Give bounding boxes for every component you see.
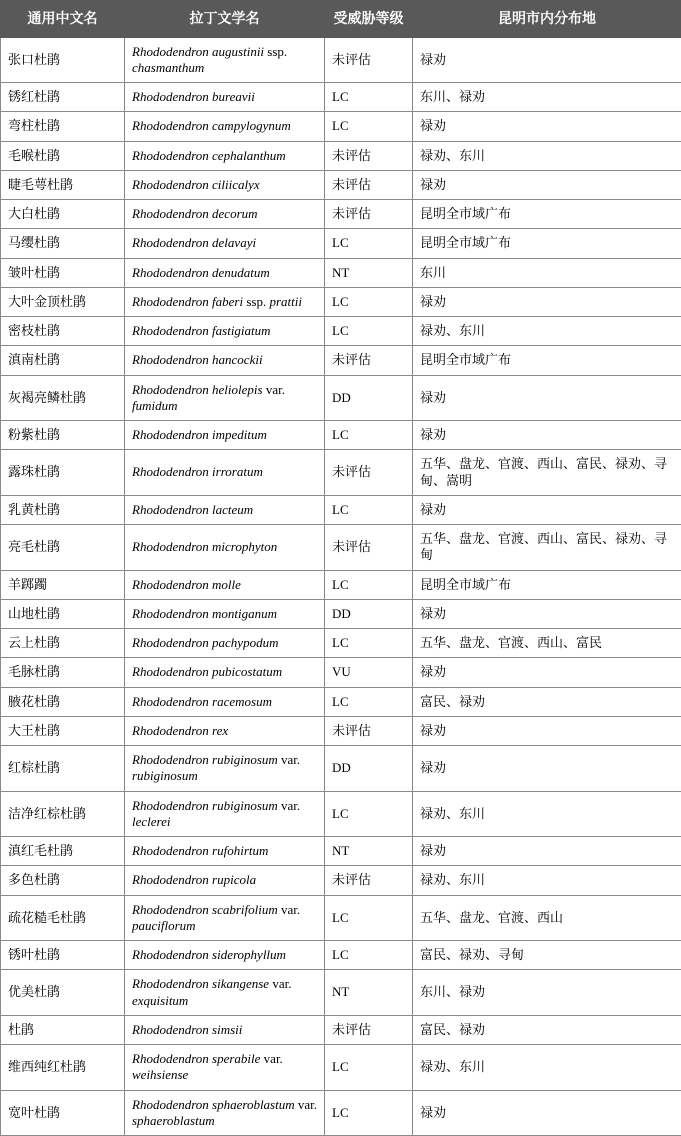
cell-chinese-name: 毛喉杜鹃 bbox=[1, 141, 125, 170]
table-row bbox=[1, 346, 681, 375]
table-row bbox=[1, 258, 681, 287]
cell-threat-level: 未评估 bbox=[325, 525, 413, 571]
cell-threat-level: LC bbox=[325, 112, 413, 141]
cell-chinese-name: 毛脉杜鹃 bbox=[1, 658, 125, 687]
cell-distribution: 禄劝、东川 bbox=[413, 791, 681, 837]
table-row bbox=[1, 970, 681, 1016]
table-row bbox=[1, 687, 681, 716]
cell-distribution: 禄劝 bbox=[413, 1090, 681, 1136]
cell-distribution: 禄劝 bbox=[413, 837, 681, 866]
cell-threat-level: LC bbox=[325, 629, 413, 658]
table-row bbox=[1, 37, 681, 83]
table-row bbox=[1, 112, 681, 141]
cell-latin-name: Rhododendron irroratum bbox=[125, 450, 325, 496]
table-row bbox=[1, 495, 681, 524]
table-row bbox=[1, 837, 681, 866]
table-row bbox=[1, 1090, 681, 1136]
table-row bbox=[1, 658, 681, 687]
cell-latin-name: Rhododendron sperabile var. weihsiense bbox=[125, 1045, 325, 1091]
cell-chinese-name: 亮毛杜鹃 bbox=[1, 525, 125, 571]
cell-threat-level: LC bbox=[325, 83, 413, 112]
table-row bbox=[1, 170, 681, 199]
table-body bbox=[1, 37, 681, 1136]
column-header-chinese-name: 通用中文名 bbox=[1, 1, 125, 38]
cell-distribution: 五华、盘龙、官渡、西山、富民、禄劝、寻甸 bbox=[413, 525, 681, 571]
column-header-latin-name: 拉丁文学名 bbox=[125, 1, 325, 38]
cell-latin-name: Rhododendron scabrifolium var. pauciflorum bbox=[125, 895, 325, 941]
cell-latin-name: Rhododendron sikangense var. exquisitum bbox=[125, 970, 325, 1016]
table-row bbox=[1, 791, 681, 837]
table-row bbox=[1, 421, 681, 450]
table-header bbox=[1, 1, 681, 38]
cell-threat-level: 未评估 bbox=[325, 170, 413, 199]
cell-distribution: 禄劝 bbox=[413, 375, 681, 421]
cell-chinese-name: 弯柱杜鹃 bbox=[1, 112, 125, 141]
cell-distribution: 昆明全市域广布 bbox=[413, 229, 681, 258]
table-row bbox=[1, 895, 681, 941]
table-row bbox=[1, 200, 681, 229]
cell-threat-level: LC bbox=[325, 229, 413, 258]
cell-threat-level: 未评估 bbox=[325, 1015, 413, 1044]
cell-latin-name: Rhododendron campylogynum bbox=[125, 112, 325, 141]
cell-threat-level: 未评估 bbox=[325, 716, 413, 745]
cell-distribution: 昆明全市域广布 bbox=[413, 346, 681, 375]
cell-threat-level: 未评估 bbox=[325, 450, 413, 496]
cell-threat-level: DD bbox=[325, 746, 413, 792]
cell-chinese-name: 多色杜鹃 bbox=[1, 866, 125, 895]
cell-chinese-name: 维西纯红杜鹃 bbox=[1, 1045, 125, 1091]
cell-chinese-name: 杜鹃 bbox=[1, 1015, 125, 1044]
cell-chinese-name: 睫毛萼杜鹃 bbox=[1, 170, 125, 199]
table-row bbox=[1, 941, 681, 970]
cell-distribution: 昆明全市域广布 bbox=[413, 200, 681, 229]
cell-latin-name: Rhododendron pachypodum bbox=[125, 629, 325, 658]
table-row bbox=[1, 599, 681, 628]
cell-latin-name: Rhododendron lacteum bbox=[125, 495, 325, 524]
cell-latin-name: Rhododendron racemosum bbox=[125, 687, 325, 716]
cell-latin-name: Rhododendron rubiginosum var. leclerei bbox=[125, 791, 325, 837]
cell-distribution: 禄劝、东川 bbox=[413, 317, 681, 346]
cell-threat-level: LC bbox=[325, 421, 413, 450]
cell-threat-level: LC bbox=[325, 570, 413, 599]
cell-distribution: 禄劝、东川 bbox=[413, 866, 681, 895]
cell-threat-level: LC bbox=[325, 495, 413, 524]
cell-chinese-name: 大叶金顶杜鹃 bbox=[1, 287, 125, 316]
table-row bbox=[1, 866, 681, 895]
cell-latin-name: Rhododendron pubicostatum bbox=[125, 658, 325, 687]
cell-distribution: 禄劝 bbox=[413, 746, 681, 792]
cell-chinese-name: 宽叶杜鹃 bbox=[1, 1090, 125, 1136]
cell-distribution: 禄劝、东川 bbox=[413, 1045, 681, 1091]
table-row bbox=[1, 629, 681, 658]
cell-latin-name: Rhododendron simsii bbox=[125, 1015, 325, 1044]
cell-threat-level: DD bbox=[325, 599, 413, 628]
table-row bbox=[1, 375, 681, 421]
cell-chinese-name: 洁净红棕杜鹃 bbox=[1, 791, 125, 837]
cell-chinese-name: 马缨杜鹃 bbox=[1, 229, 125, 258]
table-row bbox=[1, 317, 681, 346]
cell-latin-name: Rhododendron hancockii bbox=[125, 346, 325, 375]
cell-chinese-name: 露珠杜鹃 bbox=[1, 450, 125, 496]
cell-latin-name: Rhododendron sphaeroblastum var. sphaeroblastum bbox=[125, 1090, 325, 1136]
cell-threat-level: LC bbox=[325, 791, 413, 837]
cell-threat-level: NT bbox=[325, 970, 413, 1016]
cell-chinese-name: 粉紫杜鹃 bbox=[1, 421, 125, 450]
table-header-row bbox=[1, 1, 681, 38]
cell-latin-name: Rhododendron faberi ssp. prattii bbox=[125, 287, 325, 316]
cell-distribution: 富民、禄劝 bbox=[413, 1015, 681, 1044]
cell-distribution: 禄劝 bbox=[413, 495, 681, 524]
cell-distribution: 禄劝 bbox=[413, 37, 681, 83]
cell-distribution: 富民、禄劝 bbox=[413, 687, 681, 716]
cell-distribution: 禄劝 bbox=[413, 658, 681, 687]
table-row bbox=[1, 287, 681, 316]
cell-distribution: 禄劝 bbox=[413, 421, 681, 450]
cell-distribution: 东川 bbox=[413, 258, 681, 287]
cell-latin-name: Rhododendron siderophyllum bbox=[125, 941, 325, 970]
cell-chinese-name: 锈叶杜鹃 bbox=[1, 941, 125, 970]
cell-threat-level: LC bbox=[325, 317, 413, 346]
cell-latin-name: Rhododendron rex bbox=[125, 716, 325, 745]
cell-distribution: 东川、禄劝 bbox=[413, 83, 681, 112]
cell-threat-level: NT bbox=[325, 258, 413, 287]
cell-distribution: 五华、盘龙、官渡、西山、富民、禄劝、寻甸、嵩明 bbox=[413, 450, 681, 496]
cell-chinese-name: 红棕杜鹃 bbox=[1, 746, 125, 792]
cell-chinese-name: 山地杜鹃 bbox=[1, 599, 125, 628]
table-row bbox=[1, 1015, 681, 1044]
cell-threat-level: LC bbox=[325, 895, 413, 941]
cell-distribution: 东川、禄劝 bbox=[413, 970, 681, 1016]
cell-chinese-name: 大白杜鹃 bbox=[1, 200, 125, 229]
cell-distribution: 五华、盘龙、官渡、西山 bbox=[413, 895, 681, 941]
cell-distribution: 五华、盘龙、官渡、西山、富民 bbox=[413, 629, 681, 658]
cell-latin-name: Rhododendron augustinii ssp. chasmanthum bbox=[125, 37, 325, 83]
cell-latin-name: Rhododendron montiganum bbox=[125, 599, 325, 628]
cell-threat-level: 未评估 bbox=[325, 866, 413, 895]
cell-latin-name: Rhododendron delavayi bbox=[125, 229, 325, 258]
cell-chinese-name: 锈红杜鹃 bbox=[1, 83, 125, 112]
cell-chinese-name: 羊踯躅 bbox=[1, 570, 125, 599]
cell-chinese-name: 云上杜鹃 bbox=[1, 629, 125, 658]
cell-distribution: 昆明全市域广布 bbox=[413, 570, 681, 599]
table-row bbox=[1, 525, 681, 571]
cell-distribution: 富民、禄劝、寻甸 bbox=[413, 941, 681, 970]
cell-latin-name: Rhododendron microphyton bbox=[125, 525, 325, 571]
cell-latin-name: Rhododendron decorum bbox=[125, 200, 325, 229]
table-row bbox=[1, 229, 681, 258]
column-header-distribution: 昆明市内分布地 bbox=[413, 1, 681, 38]
cell-threat-level: LC bbox=[325, 1045, 413, 1091]
table-row bbox=[1, 83, 681, 112]
cell-chinese-name: 优美杜鹃 bbox=[1, 970, 125, 1016]
cell-latin-name: Rhododendron bureavii bbox=[125, 83, 325, 112]
cell-threat-level: 未评估 bbox=[325, 200, 413, 229]
cell-latin-name: Rhododendron rufohirtum bbox=[125, 837, 325, 866]
cell-threat-level: NT bbox=[325, 837, 413, 866]
cell-threat-level: 未评估 bbox=[325, 346, 413, 375]
cell-latin-name: Rhododendron impeditum bbox=[125, 421, 325, 450]
cell-distribution: 禄劝、东川 bbox=[413, 141, 681, 170]
cell-chinese-name: 大王杜鹃 bbox=[1, 716, 125, 745]
cell-chinese-name: 滇红毛杜鹃 bbox=[1, 837, 125, 866]
cell-latin-name: Rhododendron denudatum bbox=[125, 258, 325, 287]
cell-threat-level: LC bbox=[325, 287, 413, 316]
cell-latin-name: Rhododendron ciliicalyx bbox=[125, 170, 325, 199]
cell-latin-name: Rhododendron heliolepis var. fumidum bbox=[125, 375, 325, 421]
cell-distribution: 禄劝 bbox=[413, 170, 681, 199]
cell-threat-level: LC bbox=[325, 687, 413, 716]
table-row bbox=[1, 450, 681, 496]
cell-chinese-name: 滇南杜鹃 bbox=[1, 346, 125, 375]
cell-threat-level: 未评估 bbox=[325, 141, 413, 170]
cell-chinese-name: 疏花糙毛杜鹃 bbox=[1, 895, 125, 941]
table-row bbox=[1, 746, 681, 792]
cell-chinese-name: 皱叶杜鹃 bbox=[1, 258, 125, 287]
cell-latin-name: Rhododendron fastigiatum bbox=[125, 317, 325, 346]
cell-distribution: 禄劝 bbox=[413, 599, 681, 628]
cell-chinese-name: 腋花杜鹃 bbox=[1, 687, 125, 716]
cell-distribution: 禄劝 bbox=[413, 112, 681, 141]
cell-threat-level: DD bbox=[325, 375, 413, 421]
table-row bbox=[1, 1045, 681, 1091]
cell-distribution: 禄劝 bbox=[413, 716, 681, 745]
table-row bbox=[1, 716, 681, 745]
cell-chinese-name: 灰褐亮鳞杜鹃 bbox=[1, 375, 125, 421]
cell-latin-name: Rhododendron molle bbox=[125, 570, 325, 599]
cell-distribution: 禄劝 bbox=[413, 287, 681, 316]
cell-threat-level: 未评估 bbox=[325, 37, 413, 83]
cell-latin-name: Rhododendron rupicola bbox=[125, 866, 325, 895]
cell-chinese-name: 乳黄杜鹃 bbox=[1, 495, 125, 524]
cell-threat-level: LC bbox=[325, 1090, 413, 1136]
cell-latin-name: Rhododendron rubiginosum var. rubiginosum bbox=[125, 746, 325, 792]
table-row bbox=[1, 570, 681, 599]
cell-threat-level: VU bbox=[325, 658, 413, 687]
cell-latin-name: Rhododendron cephalanthum bbox=[125, 141, 325, 170]
table-row bbox=[1, 141, 681, 170]
cell-threat-level: LC bbox=[325, 941, 413, 970]
cell-chinese-name: 张口杜鹃 bbox=[1, 37, 125, 83]
cell-chinese-name: 密枝杜鹃 bbox=[1, 317, 125, 346]
column-header-threat-level: 受威胁等级 bbox=[325, 1, 413, 38]
